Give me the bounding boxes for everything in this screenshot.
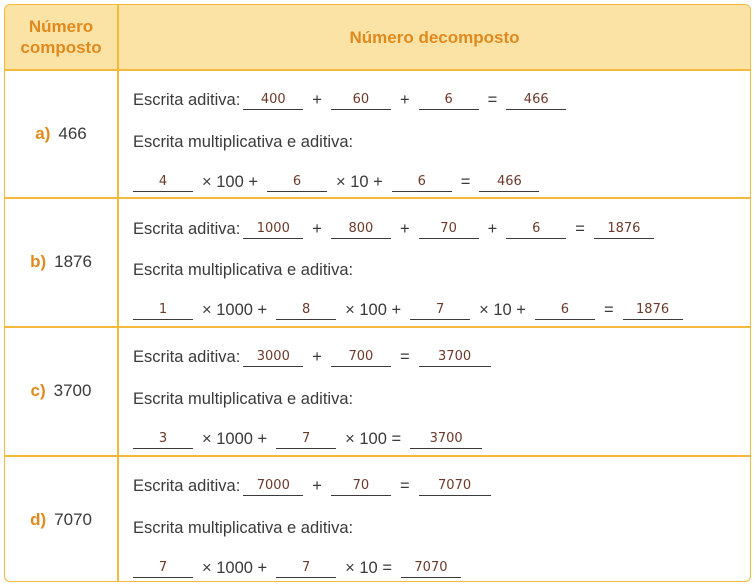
row-letter: b)	[30, 252, 47, 271]
operator-text: =	[603, 301, 614, 319]
composed-number: 3700	[53, 381, 92, 400]
multiplicative-line	[133, 168, 542, 192]
additive-line: Escrita aditiva: 7000 + 70 = 7070	[133, 472, 494, 496]
operator-text: × 10 +	[335, 173, 383, 191]
table-row-d	[5, 456, 750, 582]
answer-blank: 4	[133, 174, 193, 192]
row-letter: d)	[30, 509, 47, 529]
answer-blank: 1	[133, 302, 193, 320]
header-numero-composto	[5, 5, 117, 69]
composed-number-cell	[5, 456, 117, 582]
operator-text: × 100 +	[345, 301, 402, 319]
additive-label: Escrita aditiva:	[133, 220, 241, 238]
header-numero-decomposto: Número decomposto	[349, 27, 520, 47]
operator-text: × 10 +	[479, 301, 526, 319]
additive-label: Escrita aditiva:	[133, 348, 241, 366]
answer-blank: 6	[392, 174, 452, 192]
operator-text: × 1000 +	[202, 301, 268, 319]
answer-blank: 466	[506, 92, 566, 110]
header-col1-line2: composto	[20, 38, 102, 57]
composed-number-cell	[5, 327, 117, 455]
operator-text: × 100 =	[345, 430, 402, 448]
composed-number: 1876	[54, 252, 92, 271]
answer-blank: 7070	[419, 478, 491, 496]
multiplicative-label-line: Escrita multiplicativa e aditiva:	[133, 261, 354, 279]
answer-blank: 7	[410, 302, 470, 320]
answer-blank: 3700	[410, 431, 482, 449]
composed-number: 7070	[54, 509, 92, 529]
decomposition-table	[4, 4, 751, 582]
operator-text: =	[460, 173, 471, 191]
answer-blank: 6	[506, 221, 566, 239]
answer-blank: 70	[331, 478, 391, 496]
header-col1-line1: Número	[28, 17, 94, 36]
table-row-a	[5, 70, 750, 197]
operator-text: × 100 +	[202, 173, 258, 191]
answer-blank: 3	[133, 431, 193, 449]
answer-blank: 1000	[243, 221, 303, 239]
operator-text: × 10 =	[345, 559, 392, 577]
multiplicative-line	[133, 296, 686, 320]
answer-blank: 6	[535, 302, 595, 320]
answer-blank: 6	[267, 174, 327, 192]
answer-blank: 3700	[419, 349, 491, 367]
answer-blank: 3000	[243, 349, 303, 367]
multiplicative-label-line: Escrita multiplicativa e aditiva:	[133, 519, 354, 537]
answer-blank: 7	[276, 560, 336, 578]
answer-blank: 1876	[594, 221, 654, 239]
row-letter: a)	[35, 123, 51, 143]
answer-blank: 7	[133, 560, 193, 578]
operator-text: × 1000 +	[202, 430, 268, 448]
table-row-b	[5, 198, 750, 326]
table-row-c	[5, 327, 750, 455]
answer-blank: 800	[331, 221, 391, 239]
additive-label: Escrita aditiva:	[133, 91, 241, 109]
row-letter: c)	[30, 381, 46, 400]
answer-blank: 1876	[623, 302, 683, 320]
composed-number-cell	[5, 198, 117, 326]
additive-label: Escrita aditiva:	[133, 477, 241, 495]
additive-line: Escrita aditiva: 400 + 60 + 6 = 466	[133, 86, 569, 110]
answer-blank: 6	[419, 92, 479, 110]
multiplicative-label-line: Escrita multiplicativa e aditiva:	[133, 133, 354, 151]
answer-blank: 60	[331, 92, 391, 110]
multiplicative-line	[133, 554, 464, 578]
answer-blank: 8	[276, 302, 336, 320]
multiplicative-label-line: Escrita multiplicativa e aditiva:	[133, 390, 354, 408]
composed-number: 466	[58, 123, 87, 143]
multiplicative-line	[133, 425, 485, 449]
answer-blank: 400	[243, 92, 303, 110]
answer-blank: 7070	[401, 560, 461, 578]
answer-blank: 700	[331, 349, 391, 367]
answer-blank: 466	[479, 174, 539, 192]
answer-blank: 7	[276, 431, 336, 449]
additive-line: Escrita aditiva: 3000 + 700 = 3700	[133, 343, 494, 367]
answer-blank: 7000	[243, 478, 303, 496]
operator-text: × 1000 +	[202, 559, 268, 577]
answer-blank: 70	[419, 221, 479, 239]
additive-line: Escrita aditiva: 1000 + 800 + 70 + 6 = 1876	[133, 215, 657, 239]
composed-number-cell	[5, 70, 117, 197]
